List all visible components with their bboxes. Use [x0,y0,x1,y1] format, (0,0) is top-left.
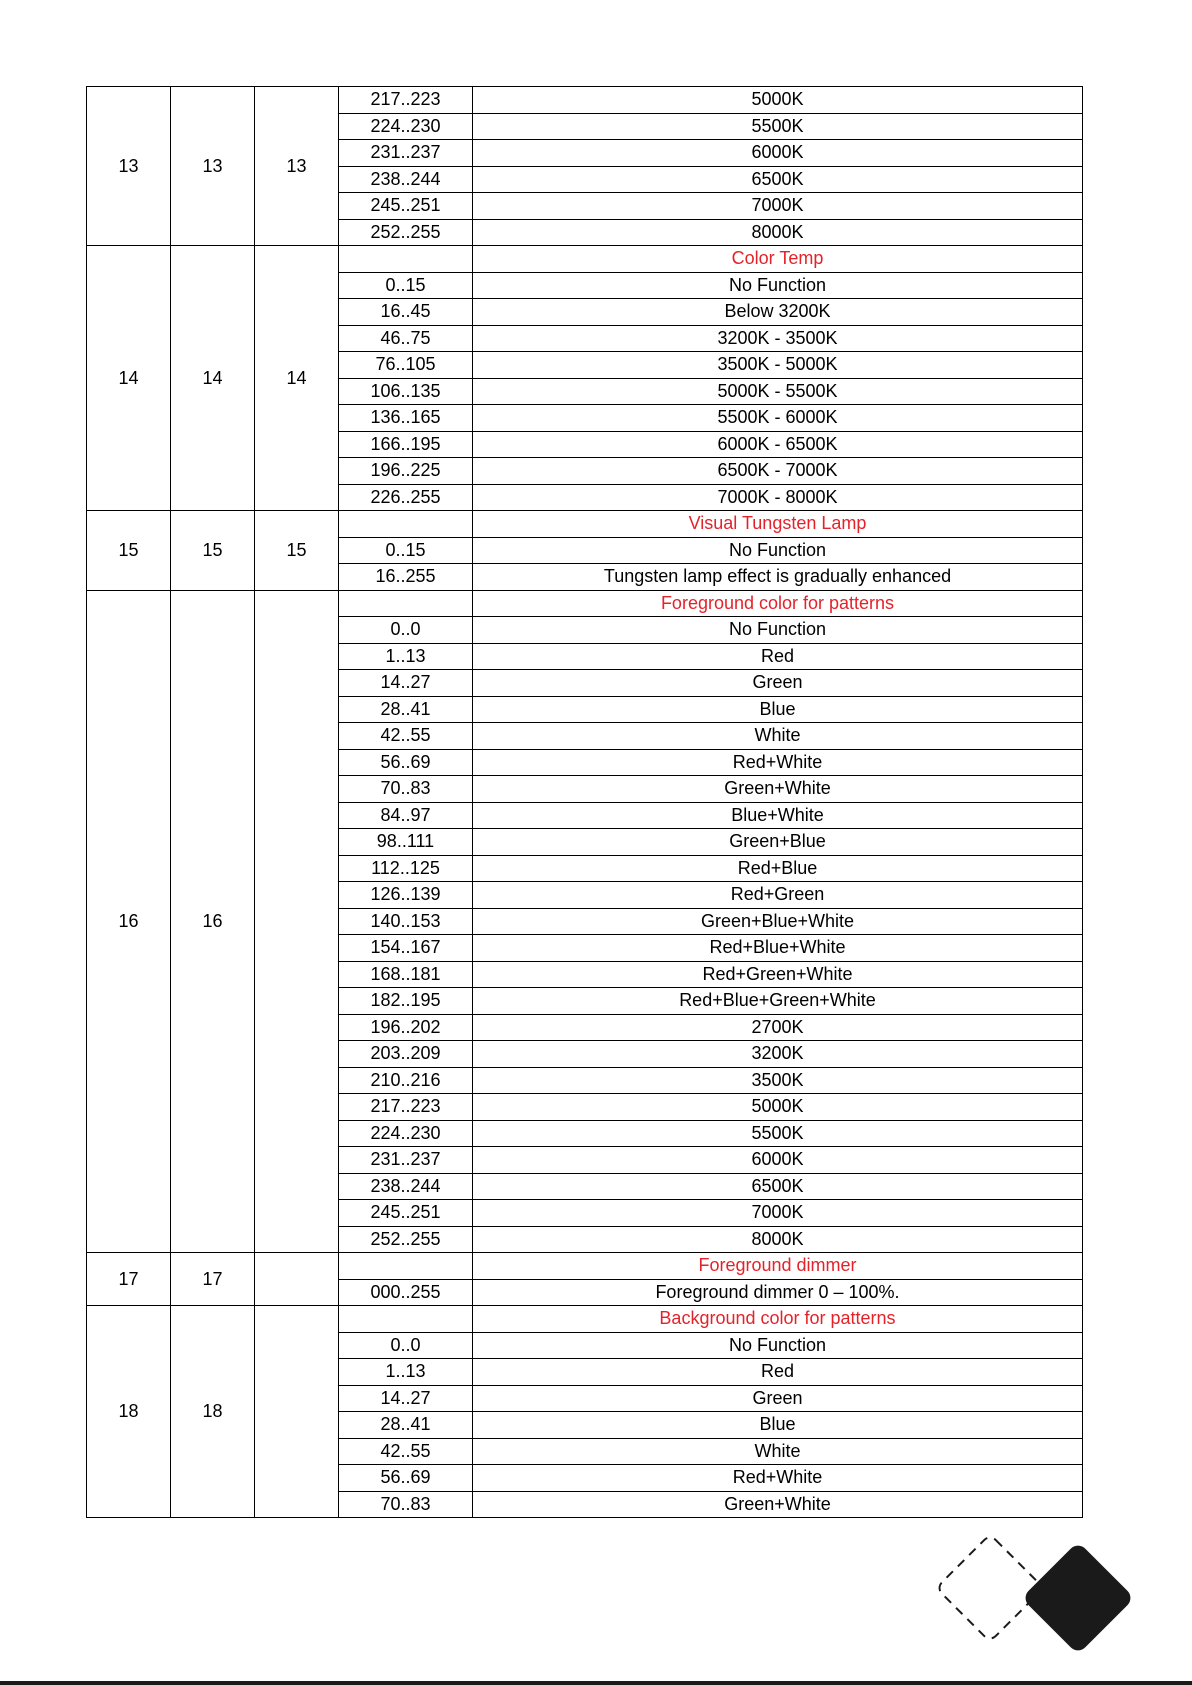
dmx-value-range-cell: 70..83 [339,776,473,803]
footer-rule [0,1681,1192,1685]
function-cell: No Function [473,537,1083,564]
channel-m2-cell: 17 [171,1253,255,1306]
channel-m2-cell: 15 [171,511,255,591]
dmx-value-range-cell: 224..230 [339,113,473,140]
dmx-value-range-cell: 245..251 [339,1200,473,1227]
function-cell: Tungsten lamp effect is gradually enhanced [473,564,1083,591]
dmx-value-range-cell: 14..27 [339,1385,473,1412]
function-cell: 6000K [473,1147,1083,1174]
function-cell: Red+White [473,749,1083,776]
dmx-value-range-cell: 112..125 [339,855,473,882]
dmx-value-range-cell: 226..255 [339,484,473,511]
function-cell: 6500K - 7000K [473,458,1083,485]
dmx-value-range-cell: 1..13 [339,1359,473,1386]
function-heading-cell: Color Temp [473,246,1083,273]
table-row [87,511,1083,538]
dmx-value-range-cell [339,1306,473,1333]
dmx-channel-table [86,86,1083,1518]
channel-m1-cell: 14 [87,246,171,511]
function-cell: 3200K - 3500K [473,325,1083,352]
function-cell: Red+Green [473,882,1083,909]
dmx-value-range-cell: 46..75 [339,325,473,352]
dmx-value-range-cell: 196..202 [339,1014,473,1041]
dmx-value-range-cell: 224..230 [339,1120,473,1147]
dmx-value-range-cell: 1..13 [339,643,473,670]
dmx-value-range-cell: 203..209 [339,1041,473,1068]
function-cell: 5500K - 6000K [473,405,1083,432]
dmx-value-range-cell: 42..55 [339,723,473,750]
dmx-table-body [87,87,1083,1518]
function-cell: 3500K [473,1067,1083,1094]
function-cell: Green+Blue [473,829,1083,856]
function-cell: 5000K [473,87,1083,114]
dmx-value-range-cell: 136..165 [339,405,473,432]
function-cell: 6500K [473,1173,1083,1200]
dmx-value-range-cell [339,246,473,273]
function-cell: No Function [473,272,1083,299]
function-cell: Foreground dimmer 0 – 100%. [473,1279,1083,1306]
function-cell: No Function [473,617,1083,644]
channel-m3-cell: 14 [255,246,339,511]
dmx-value-range-cell: 000..255 [339,1279,473,1306]
dmx-value-range-cell: 0..0 [339,617,473,644]
dmx-value-range-cell: 231..237 [339,140,473,167]
dmx-value-range-cell: 106..135 [339,378,473,405]
dmx-value-range-cell: 252..255 [339,1226,473,1253]
dmx-value-range-cell: 231..237 [339,1147,473,1174]
channel-m2-cell: 13 [171,87,255,246]
dmx-value-range-cell: 252..255 [339,219,473,246]
function-cell: 5000K [473,1094,1083,1121]
function-cell: Red [473,643,1083,670]
function-cell: 5500K [473,113,1083,140]
dmx-value-range-cell: 56..69 [339,749,473,776]
dmx-value-range-cell: 245..251 [339,193,473,220]
function-cell: Green [473,670,1083,697]
dmx-value-range-cell: 28..41 [339,1412,473,1439]
channel-m3-cell [255,590,339,1253]
channel-m1-cell: 13 [87,87,171,246]
function-cell: Blue [473,1412,1083,1439]
channel-m1-cell: 15 [87,511,171,591]
function-heading-cell: Visual Tungsten Lamp [473,511,1083,538]
dmx-value-range-cell: 70..83 [339,1491,473,1518]
dmx-value-range-cell: 154..167 [339,935,473,962]
function-cell: 7000K [473,193,1083,220]
dmx-value-range-cell: 238..244 [339,1173,473,1200]
dmx-value-range-cell [339,590,473,617]
channel-m2-cell: 18 [171,1306,255,1518]
function-cell: Red+Blue+White [473,935,1083,962]
function-cell: 5500K [473,1120,1083,1147]
channel-m1-cell: 17 [87,1253,171,1306]
table-row [87,87,1083,114]
channel-m1-cell: 18 [87,1306,171,1518]
dmx-value-range-cell: 28..41 [339,696,473,723]
channel-m2-cell: 16 [171,590,255,1253]
diamond-logo-icon [930,1528,1170,1678]
dmx-value-range-cell: 217..223 [339,87,473,114]
function-cell: Red [473,1359,1083,1386]
function-cell: 7000K [473,1200,1083,1227]
dmx-value-range-cell: 56..69 [339,1465,473,1492]
function-cell: 5000K - 5500K [473,378,1083,405]
dmx-value-range-cell: 196..225 [339,458,473,485]
channel-m3-cell [255,1306,339,1518]
dmx-value-range-cell: 14..27 [339,670,473,697]
channel-m2-cell: 14 [171,246,255,511]
function-cell: Green [473,1385,1083,1412]
table-row [87,1253,1083,1280]
channel-m1-cell: 16 [87,590,171,1253]
function-cell: Red+Blue [473,855,1083,882]
function-cell: 6500K [473,166,1083,193]
function-cell: 2700K [473,1014,1083,1041]
channel-m3-cell: 15 [255,511,339,591]
dmx-value-range-cell: 42..55 [339,1438,473,1465]
dmx-value-range-cell: 217..223 [339,1094,473,1121]
function-cell: Red+Green+White [473,961,1083,988]
function-cell: 3500K - 5000K [473,352,1083,379]
table-row [87,1306,1083,1333]
function-cell: Green+White [473,776,1083,803]
channel-m3-cell [255,1253,339,1306]
function-cell: Red+White [473,1465,1083,1492]
dmx-value-range-cell: 238..244 [339,166,473,193]
function-cell: 8000K [473,219,1083,246]
dmx-value-range-cell: 76..105 [339,352,473,379]
function-cell: Green+White [473,1491,1083,1518]
function-cell: 7000K - 8000K [473,484,1083,511]
function-cell: 6000K [473,140,1083,167]
dmx-value-range-cell: 84..97 [339,802,473,829]
function-heading-cell: Foreground dimmer [473,1253,1083,1280]
function-cell: Below 3200K [473,299,1083,326]
function-cell: Blue [473,696,1083,723]
dmx-value-range-cell: 0..0 [339,1332,473,1359]
dmx-value-range-cell: 0..15 [339,537,473,564]
dmx-value-range-cell: 98..111 [339,829,473,856]
function-cell: White [473,723,1083,750]
dmx-value-range-cell: 166..195 [339,431,473,458]
dmx-value-range-cell: 168..181 [339,961,473,988]
function-heading-cell: Background color for patterns [473,1306,1083,1333]
function-cell: Blue+White [473,802,1083,829]
dmx-value-range-cell: 126..139 [339,882,473,909]
table-row [87,246,1083,273]
function-cell: Green+Blue+White [473,908,1083,935]
function-cell: No Function [473,1332,1083,1359]
dmx-value-range-cell: 16..255 [339,564,473,591]
function-cell: 3200K [473,1041,1083,1068]
function-cell: Red+Blue+Green+White [473,988,1083,1015]
dmx-value-range-cell: 0..15 [339,272,473,299]
function-cell: 6000K - 6500K [473,431,1083,458]
function-heading-cell: Foreground color for patterns [473,590,1083,617]
dmx-value-range-cell [339,511,473,538]
table-row [87,590,1083,617]
dmx-value-range-cell [339,1253,473,1280]
dmx-value-range-cell: 182..195 [339,988,473,1015]
dmx-value-range-cell: 140..153 [339,908,473,935]
function-cell: White [473,1438,1083,1465]
channel-m3-cell: 13 [255,87,339,246]
function-cell: 8000K [473,1226,1083,1253]
dmx-value-range-cell: 210..216 [339,1067,473,1094]
dmx-value-range-cell: 16..45 [339,299,473,326]
